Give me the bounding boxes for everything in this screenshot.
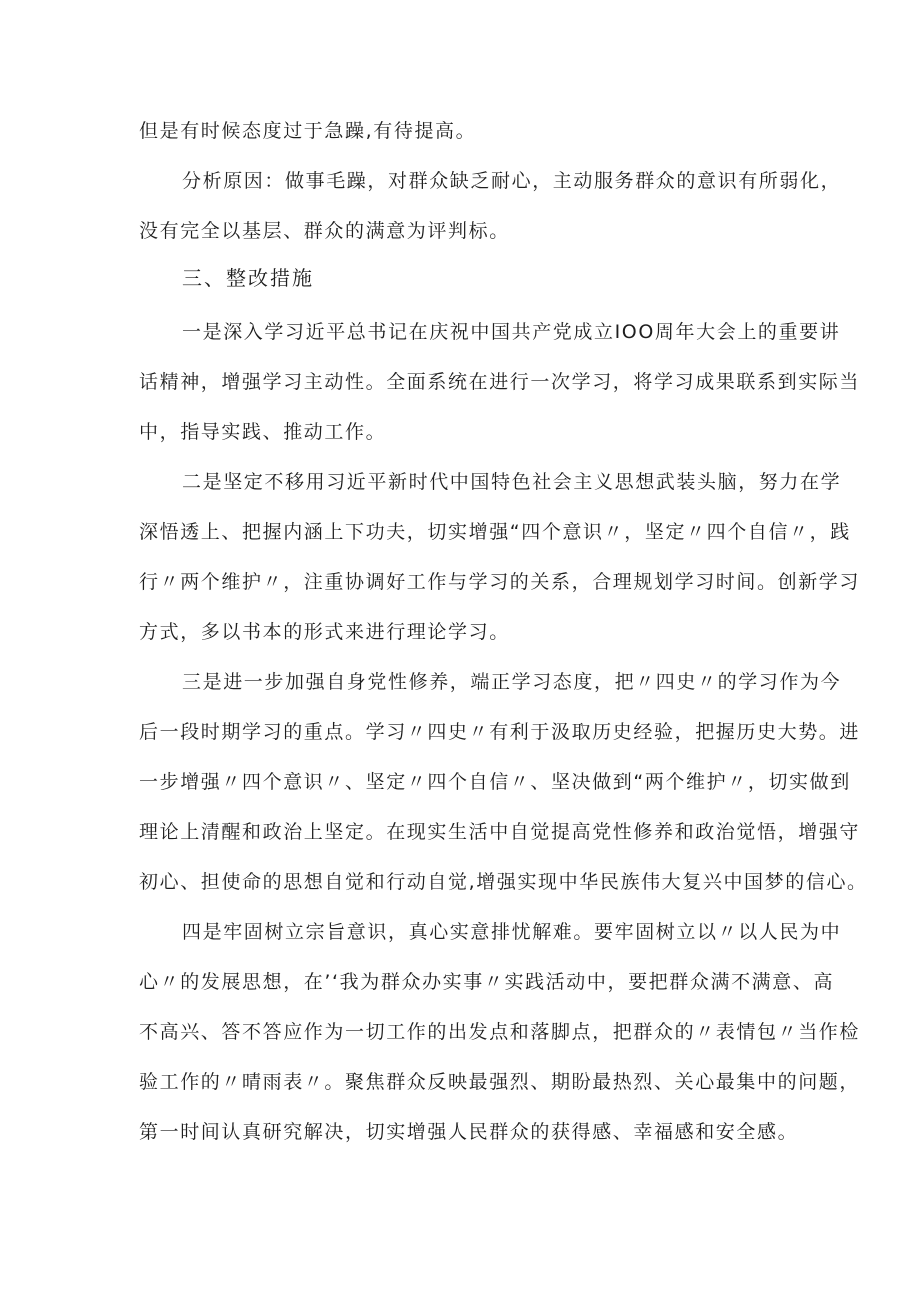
- paragraph-line: 方式，多以书本的形式来进行理论学习。: [139, 621, 510, 643]
- paragraph-line: 心〃的发展思想，在’‘我为群众办实事〃实践活动中，要把群众满不满意、高: [139, 971, 835, 993]
- paragraph-line: 理论上清醒和政治上坚定。在现实生活中自觉提高党性修养和政治觉悟，增强守: [139, 821, 861, 843]
- paragraph-line: 分析原因：做事毛躁，对群众缺乏耐心，主动服务群众的意识有所弱化，: [182, 170, 842, 192]
- paragraph-line: 二是坚定不移用习近平新时代中国特色社会主义思想武装头脑，努力在学: [182, 471, 842, 493]
- paragraph-line: 没有完全以基层、群众的满意为评判标。: [139, 220, 510, 242]
- paragraph-line: 不高兴、答不答应作为一切工作的出发点和落脚点，把群众的〃表情包〃当作检: [139, 1021, 861, 1043]
- paragraph-line: 中，指导实践、推动工作。: [139, 421, 387, 443]
- paragraph-line: 深悟透上、把握内涵上下功夫，切实增强“四个意识〃，坚定〃四个自信〃，践: [139, 521, 851, 543]
- paragraph-line: 话精神，增强学习主动性。全面系统在进行一次学习，将学习成果联系到实际当: [139, 371, 861, 393]
- paragraph-line: 一是深入学习近平总书记在庆祝中国共产党成立IOO周年大会上的重要讲: [182, 321, 841, 343]
- paragraph-line: 后一段时期学习的重点。学习〃四史〃有利于汲取历史经验，把握历史大势。进: [139, 721, 861, 743]
- paragraph-line: 四是牢固树立宗旨意识，真心实意排忧解难。要牢固树立以〃以人民为中: [182, 921, 842, 943]
- paragraph-line: 三是进一步加强自身党性修养，端正学习态度，把〃四史〃的学习作为今: [182, 671, 842, 693]
- paragraph-line: 第一时间认真研究解决，切实增强人民群众的获得感、幸福感和安全感。: [139, 1121, 799, 1143]
- paragraph-line: 验工作的〃晴雨表〃。聚焦群众反映最强烈、期盼最热烈、关心最集中的问题，: [139, 1071, 861, 1093]
- paragraph-line: 行〃两个维护〃，注重协调好工作与学习的关系，合理规划学习时间。创新学习: [139, 571, 861, 593]
- paragraph-line: 一步增强〃四个意识〃、坚定〃四个自信〃、坚决做到“两个维护〃，切实做到: [139, 771, 851, 793]
- paragraph-line: 但是有时候态度过于急躁,有待提高。: [139, 120, 477, 142]
- section-heading: 三、整改措施: [182, 266, 314, 290]
- paragraph-line: 初心、担使命的思想自觉和行动自觉,增强实现中华民族伟大复兴中国梦的信心。: [139, 871, 868, 893]
